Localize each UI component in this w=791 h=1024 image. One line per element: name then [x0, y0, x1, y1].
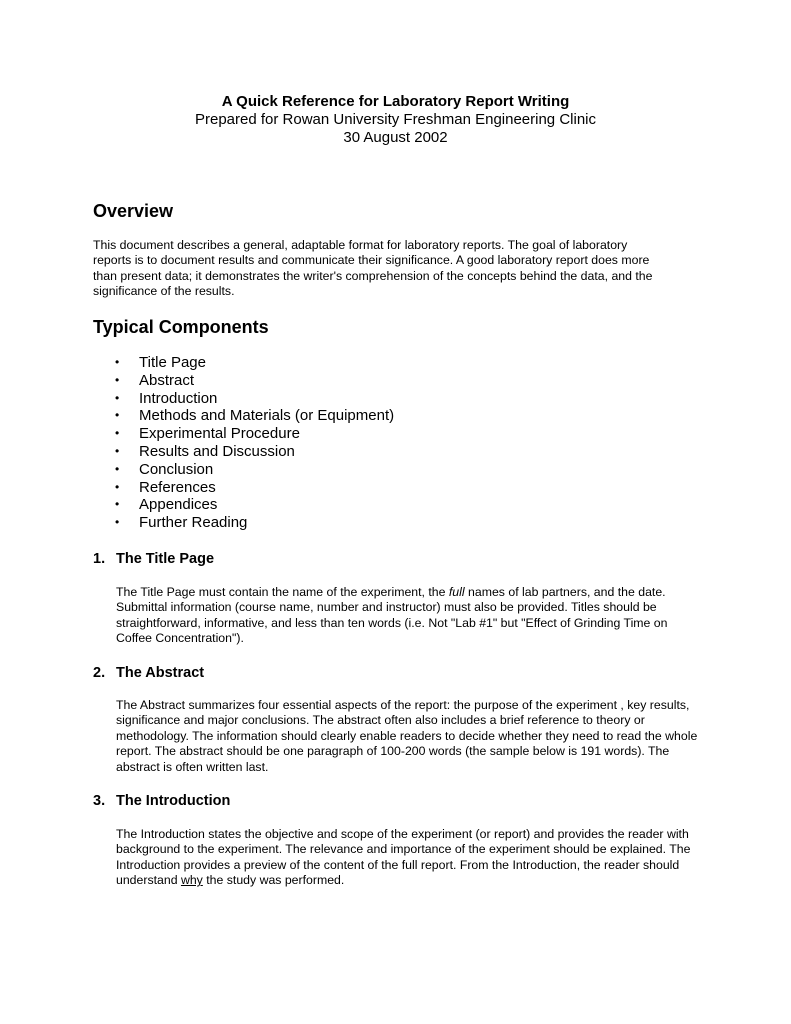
overview-heading: Overview: [93, 201, 174, 221]
section-title: The Introduction: [116, 793, 231, 809]
list-item-label: Results and Discussion: [139, 442, 295, 460]
bullet-icon: •: [115, 408, 120, 423]
bullet-icon: •: [115, 355, 120, 369]
overview-paragraph: This document describes a general, adaptable format for laboratory reports. The goal of laboratory reports is to document results and communicate their significance. A good laboratory report does more than present data; it demonstrates the writer's comprehension of the concepts behind the data, and the significance of the results.: [93, 238, 653, 299]
bullet-icon: •: [115, 426, 120, 441]
bullet-icon: •: [115, 479, 120, 494]
section-number: 2.: [93, 665, 106, 681]
paragraph-text: names of lab partners, and the date. Submittal information (course name, number and instructor) must also be provided. Titles should be straightforward, informative, and less than ten words (i.e. Not "Lab #1" but "Effect of Grinding Time on Coffee Concentration").: [116, 585, 668, 646]
list-item-label: References: [139, 478, 216, 496]
section-title: The Abstract: [116, 665, 205, 681]
section-heading-abstract: [93, 664, 204, 682]
paragraph-text: The Introduction states the objective and scope of the experiment (or report) and provides the reader with background to the experiment. The relevance and importance of the experiment should be explained. The Introduction provides a preview of the content of the full report. From the Introduction, the reader should understand: [116, 827, 691, 888]
list-item: [93, 372, 394, 390]
list-item: [93, 479, 394, 497]
section-heading-title-page: [93, 550, 214, 568]
list-item: [93, 514, 394, 532]
section-number: 3.: [93, 793, 106, 809]
bullet-icon: •: [115, 372, 120, 387]
emphasis-text: full: [448, 585, 465, 599]
list-item: [93, 390, 394, 408]
section-paragraph-abstract: The Abstract summarizes four essential aspects of the report: the purpose of the experiment , key results, significance and major conclusions. The abstract often also includes a brief reference to theory or methodology. The information should clearly enable readers to decide whether they need to read the whole report. The abstract should be one paragraph of 100-200 words (the sample below is 191 words). The abstract is often written last.: [116, 698, 698, 774]
section-paragraph-title-page: [116, 585, 706, 647]
paragraph-text: the study was performed.: [202, 873, 345, 888]
list-item: [93, 425, 394, 443]
section-heading-introduction: [93, 792, 230, 810]
list-item-label: Abstract: [139, 371, 195, 389]
list-item: [93, 354, 394, 372]
bullet-icon: •: [115, 443, 120, 458]
document-title: A Quick Reference for Laboratory Report Writing: [221, 93, 570, 110]
bullet-icon: •: [115, 390, 120, 405]
list-item-label: Methods and Materials (or Equipment): [139, 407, 395, 425]
document-date: 30 August 2002: [343, 129, 448, 146]
list-item-label: Introduction: [139, 389, 218, 407]
list-item: [93, 496, 394, 514]
document-subtitle: Prepared for Rowan University Freshman Engineering Clinic: [194, 111, 596, 128]
list-item-label: Title Page: [139, 354, 206, 371]
section-paragraph-introduction: [116, 827, 706, 889]
section-title: The Title Page: [116, 551, 215, 567]
list-item-label: Conclusion: [139, 460, 214, 478]
list-item-label: Further Reading: [139, 514, 248, 532]
bullet-icon: •: [115, 515, 120, 530]
list-item: [93, 461, 394, 479]
paragraph-text: The Title Page must contain the name of the experiment, the: [116, 585, 449, 599]
list-item: [93, 407, 394, 425]
emphasis-text: why: [180, 873, 203, 888]
components-heading: Typical Components: [93, 317, 269, 337]
bullet-icon: •: [115, 497, 120, 512]
list-item-label: Appendices: [139, 496, 218, 514]
list-item-label: Experimental Procedure: [139, 425, 300, 443]
section-number: 1.: [93, 551, 106, 567]
list-item: [93, 443, 394, 461]
title-block: [0, 93, 791, 147]
components-list: [93, 354, 394, 532]
bullet-icon: •: [115, 461, 120, 476]
